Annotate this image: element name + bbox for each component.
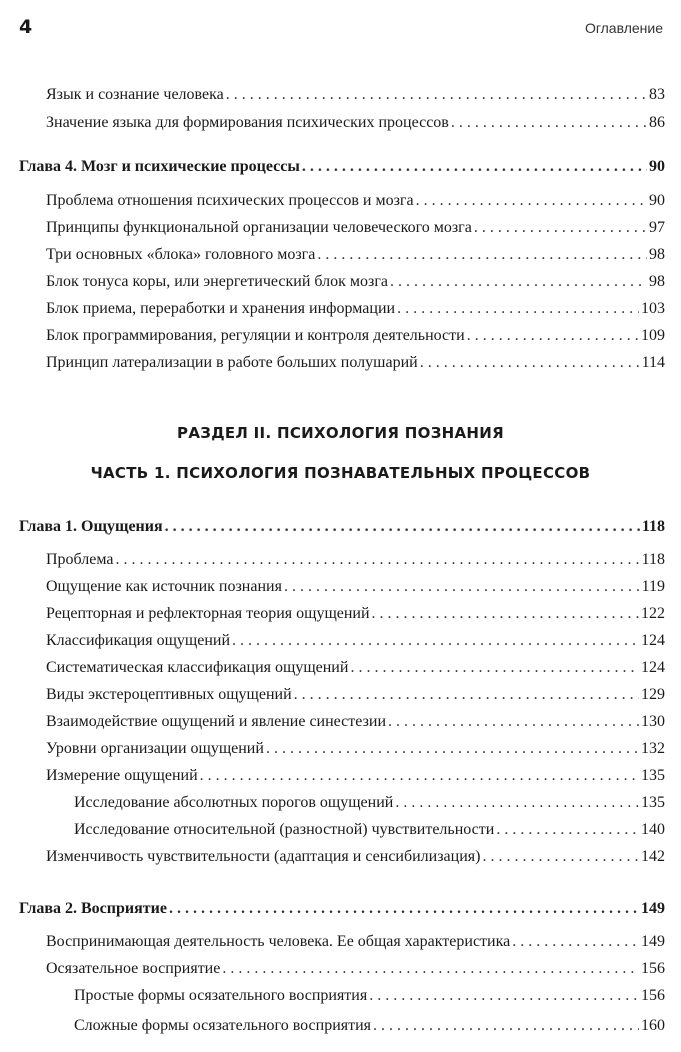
- toc-entry[interactable]: [0, 737, 681, 761]
- toc-entry-title: Уровни организации ощущений: [46, 740, 264, 757]
- toc-leader-dots: [420, 351, 640, 375]
- toc-entry-page: 124: [641, 632, 665, 649]
- toc-entry[interactable]: [0, 710, 681, 734]
- toc-leader-dots: [496, 818, 639, 842]
- toc-chapter-entry[interactable]: [0, 897, 681, 921]
- toc-entry-title: Блок приема, переработки и хранения информации: [46, 300, 396, 317]
- toc-leader-dots: [451, 111, 647, 135]
- toc-entry-page: 160: [641, 1017, 665, 1034]
- toc-entry-page: 109: [641, 327, 665, 344]
- section-title: РАЗДЕЛ II. ПСИХОЛОГИЯ ПОЗНАНИЯ: [177, 424, 504, 442]
- toc-subentry[interactable]: [0, 818, 681, 842]
- part-title: ЧАСТЬ 1. ПСИХОЛОГИЯ ПОЗНАВАТЕЛЬНЫХ ПРОЦЕССОВ: [90, 464, 591, 482]
- toc-entry-title: Глава 2. Восприятие: [19, 900, 167, 917]
- toc-entry-title: Блок тонуса коры, или энергетический блок мозга: [46, 273, 388, 290]
- toc-entry-page: 98: [649, 246, 665, 263]
- toc-leader-dots: [373, 1014, 639, 1038]
- toc-entry-page: 135: [641, 794, 665, 811]
- toc-entry[interactable]: [0, 297, 681, 321]
- toc-entry[interactable]: [0, 111, 681, 135]
- toc-chapter-entry[interactable]: [0, 515, 681, 539]
- toc-entry-title: Глава 4. Мозг и психические процессы: [19, 158, 300, 175]
- toc-entry-page: 149: [641, 933, 665, 950]
- toc-leader-dots: [317, 243, 647, 267]
- toc-leader-dots: [222, 957, 639, 981]
- toc-entry-page: 156: [641, 960, 665, 977]
- toc-entry-title: Измерение ощущений: [46, 767, 198, 784]
- toc-subentry[interactable]: [0, 984, 681, 1008]
- toc-entry-page: 97: [649, 219, 665, 236]
- toc-leader-dots: [284, 575, 640, 599]
- toc-entry-title: Проблема отношения психических процессов и мозга: [46, 192, 414, 209]
- toc-entry-title: Сложные формы осязательного восприятия: [74, 1017, 372, 1034]
- toc-entry-page: 90: [649, 192, 665, 209]
- toc-entry-page: 140: [641, 821, 665, 838]
- toc-entry-title: Исследование относительной (разностной) чувствительности: [74, 821, 495, 838]
- toc-leader-dots: [200, 764, 639, 788]
- toc-leader-dots: [294, 683, 639, 707]
- toc-entry[interactable]: [0, 845, 681, 869]
- toc-leader-dots: [416, 189, 647, 213]
- toc-entry-page: 124: [641, 659, 665, 676]
- toc-entry-page: 142: [641, 848, 665, 865]
- toc-entry-page: 132: [641, 740, 665, 757]
- toc-leader-dots: [226, 83, 647, 107]
- toc-leader-dots: [232, 629, 639, 653]
- toc-entry[interactable]: [0, 764, 681, 788]
- toc-entry[interactable]: [0, 243, 681, 267]
- toc-entry[interactable]: [0, 683, 681, 707]
- toc-entry-page: 130: [641, 713, 665, 730]
- toc-leader-dots: [266, 737, 639, 761]
- toc-chapter-entry[interactable]: [0, 155, 681, 179]
- toc-leader-dots: [388, 710, 639, 734]
- toc-entry[interactable]: [0, 324, 681, 348]
- toc-entry-page: 122: [641, 605, 665, 622]
- toc-entry-page: 103: [641, 300, 665, 317]
- toc-entry[interactable]: [0, 270, 681, 294]
- toc-leader-dots: [390, 270, 647, 294]
- toc-entry-title: Значение языка для формирования психических процессов: [46, 114, 449, 131]
- toc-leader-dots: [397, 297, 639, 321]
- toc-entry-page: 114: [641, 354, 665, 371]
- toc-entry[interactable]: [0, 575, 681, 599]
- toc-entry-title: Блок программирования, регуляции и контроля деятельности: [46, 327, 465, 344]
- toc-entry[interactable]: [0, 602, 681, 626]
- toc-entry-title: Простые формы осязательного восприятия: [74, 987, 368, 1004]
- toc-entry[interactable]: [0, 351, 681, 375]
- toc-leader-dots: [369, 984, 639, 1008]
- toc-entry[interactable]: [0, 189, 681, 213]
- toc-entry[interactable]: [0, 656, 681, 680]
- toc-subentry[interactable]: [0, 791, 681, 815]
- toc-leader-dots: [395, 791, 639, 815]
- toc-entry[interactable]: [0, 629, 681, 653]
- toc-entry-title: Классификация ощущений: [46, 632, 230, 649]
- toc-entry-page: 119: [641, 578, 665, 595]
- toc-leader-dots: [482, 845, 639, 869]
- toc-entry-title: Систематическая классификация ощущений: [46, 659, 349, 676]
- toc-entry[interactable]: [0, 548, 681, 572]
- toc-entry-title: Глава 1. Ощущения: [19, 518, 163, 535]
- toc-entry-title: Рецепторная и рефлекторная теория ощущений: [46, 605, 370, 622]
- toc-entry-page: 86: [649, 114, 665, 131]
- toc-entry-title: Взаимодействие ощущений и явление синестезии: [46, 713, 387, 730]
- toc-entry-title: Воспринимающая деятельность человека. Ее общая характеристика: [46, 933, 511, 950]
- toc-entry-title: Ощущение как источник познания: [46, 578, 282, 595]
- toc-subentry[interactable]: [0, 1014, 681, 1038]
- toc-leader-dots: [169, 897, 639, 921]
- toc-entry-title: Проблема: [46, 551, 114, 568]
- toc-entry[interactable]: [0, 216, 681, 240]
- toc-leader-dots: [474, 216, 647, 240]
- page-number: 4: [19, 16, 33, 38]
- toc-entry[interactable]: [0, 83, 681, 107]
- running-header: Оглавление: [584, 20, 663, 36]
- toc-leader-dots: [467, 324, 639, 348]
- toc-entry-title: Принцип латерализации в работе больших полушарий: [46, 354, 418, 371]
- toc-entry-title: Три основных «блока» головного мозга: [46, 246, 316, 263]
- toc-leader-dots: [116, 548, 640, 572]
- toc-entry[interactable]: [0, 957, 681, 981]
- toc-leader-dots: [302, 155, 647, 179]
- toc-leader-dots: [512, 930, 639, 954]
- toc-entry-title: Исследование абсолютных порогов ощущений: [74, 794, 394, 811]
- toc-leader-dots: [350, 656, 639, 680]
- toc-entry-page: 90: [649, 158, 665, 175]
- toc-entry-page: 149: [641, 900, 665, 917]
- toc-entry-title: Принципы функциональной организации человеческого мозга: [46, 219, 472, 236]
- toc-leader-dots: [372, 602, 639, 626]
- toc-entry-page: 129: [641, 686, 665, 703]
- toc-entry-title: Осязательное восприятие: [46, 960, 221, 977]
- toc-entry-title: Изменчивость чувствительности (адаптация и сенсибилизация): [46, 848, 481, 865]
- toc-entry-page: 118: [641, 551, 665, 568]
- toc-entry-page: 98: [649, 273, 665, 290]
- toc-leader-dots: [165, 515, 640, 539]
- toc-entry-title: Язык и сознание человека: [46, 86, 224, 103]
- toc-entry-page: 135: [641, 767, 665, 784]
- toc-entry-page: 118: [641, 518, 665, 535]
- toc-entry[interactable]: [0, 930, 681, 954]
- toc-entry-page: 83: [649, 86, 665, 103]
- toc-entry-title: Виды экстероцептивных ощущений: [46, 686, 292, 703]
- toc-entry-page: 156: [641, 987, 665, 1004]
